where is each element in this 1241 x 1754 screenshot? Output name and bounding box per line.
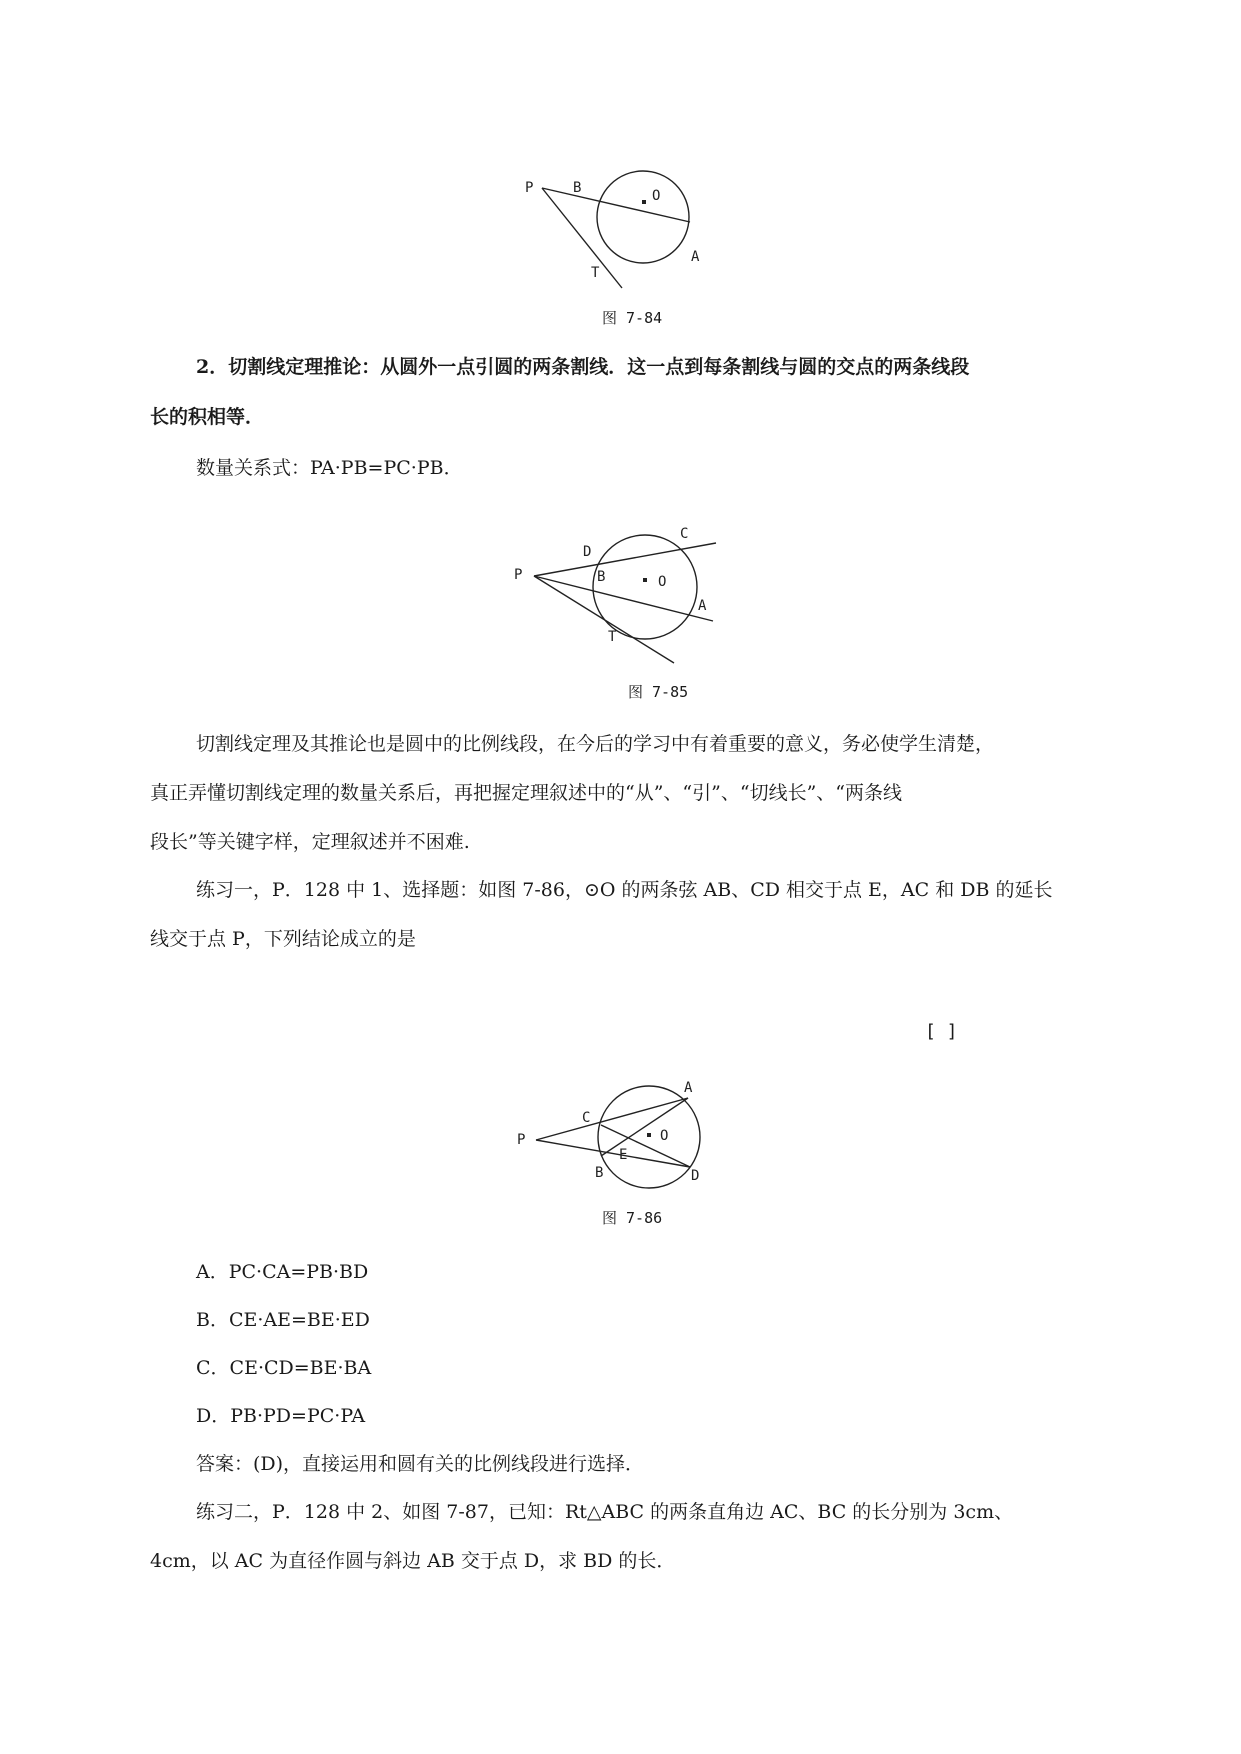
- chord-ab: [601, 1098, 688, 1156]
- label-a: A: [691, 249, 700, 265]
- caption-7-84: 图 7-84: [602, 309, 663, 327]
- secant-pab: [542, 188, 690, 222]
- option-d: D．PB·PD=PC·PA: [196, 1405, 366, 1427]
- theorem-line-2: 长的积相等．: [150, 406, 265, 428]
- center-dot: [643, 578, 647, 582]
- exercise-1-line-1: 练习一，P．128 中 1、选择题：如图 7-86，⊙O 的两条弦 AB、CD 相交于点 E，AC 和 DB 的延长: [196, 879, 1053, 901]
- circle-o: [593, 535, 697, 639]
- label-e: E: [619, 1147, 628, 1163]
- label-b: B: [595, 1165, 604, 1181]
- label-b: B: [597, 569, 606, 585]
- caption-7-85: 图 7-85: [628, 683, 689, 701]
- caption-7-86: 图 7-86: [602, 1209, 663, 1227]
- label-t: T: [608, 629, 617, 645]
- tangent-pt: [534, 576, 674, 663]
- relation-formula: 数量关系式：PA·PB=PC·PB．: [196, 457, 463, 479]
- center-dot: [647, 1133, 651, 1137]
- label-p: P: [517, 1132, 526, 1148]
- label-o: O: [660, 1128, 669, 1144]
- label-a: A: [698, 598, 707, 614]
- label-c: C: [582, 1110, 591, 1126]
- label-b: B: [573, 180, 582, 196]
- option-c: C．CE·CD=BE·BA: [196, 1357, 372, 1379]
- option-a: A．PC·CA=PB·BD: [196, 1261, 369, 1283]
- line-pbd: [536, 1140, 690, 1167]
- exercise-2-line-2: 4cm，以 AC 为直径作圆与斜边 AB 交于点 D，求 BD 的长．: [150, 1550, 676, 1572]
- paragraph-line-1: 切割线定理及其推论也是圆中的比例线段，在今后的学习中有着重要的意义，务必使学生清楚，: [196, 733, 995, 755]
- label-a: A: [684, 1080, 693, 1096]
- figure-7-84: [520, 160, 720, 300]
- figure-7-86: [510, 1070, 740, 1200]
- label-o: O: [652, 188, 661, 204]
- circle-o: [597, 171, 689, 263]
- secant-pba: [534, 576, 713, 621]
- label-d: D: [583, 544, 592, 560]
- label-p: P: [525, 180, 534, 196]
- label-t: T: [591, 265, 600, 281]
- label-d: D: [691, 1168, 700, 1184]
- chord-cd: [601, 1125, 690, 1167]
- answer-bracket: [ ]: [925, 1021, 958, 1042]
- figure-7-85: [510, 515, 740, 675]
- paragraph-line-3: 段长”等关键字样，定理叙述并不困难.: [150, 831, 470, 853]
- label-c: C: [680, 526, 689, 542]
- exercise-1-line-2: 线交于点 P，下列结论成立的是: [150, 928, 416, 950]
- option-b: B．CE·AE=BE·ED: [196, 1309, 370, 1331]
- exercise-2-line-1: 练习二，P．128 中 2、如图 7-87，已知：Rt△ABC 的两条直角边 AC、BC 的长分别为 3cm、: [196, 1501, 1014, 1523]
- label-o: O: [658, 574, 667, 590]
- paragraph-line-2: 真正弄懂切割线定理的数量关系后，再把握定理叙述中的“从”、“引”、“切线长”、“两条线: [150, 782, 902, 804]
- answer-line: 答案：(D)，直接运用和圆有关的比例线段进行选择．: [196, 1453, 645, 1475]
- theorem-line-1: 2．切割线定理推论：从圆外一点引圆的两条割线．这一点到每条割线与圆的交点的两条线段: [196, 356, 970, 378]
- label-p: P: [514, 567, 523, 583]
- center-dot: [642, 200, 646, 204]
